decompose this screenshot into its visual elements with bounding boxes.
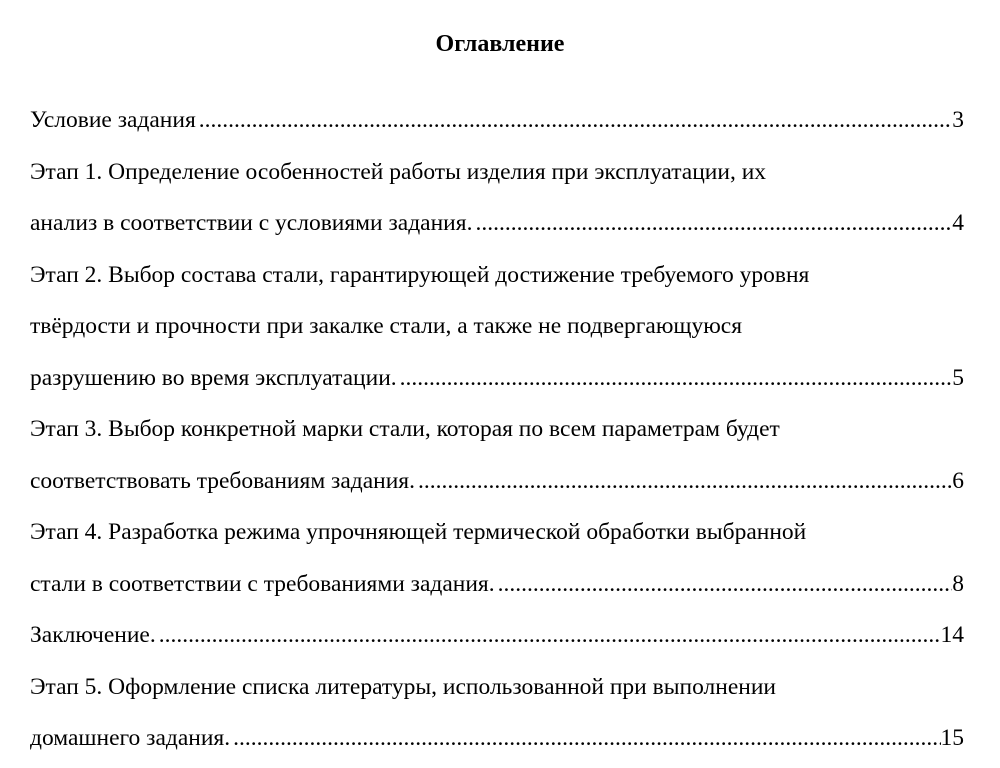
toc-entry-last-line [30,95,964,147]
toc-entry-text: Этап 3. Выбор конкретной марки стали, которая по всем параметрам будет [30,416,780,442]
toc-entry-text: соответствовать требованиям задания. [30,467,415,494]
toc-entry-text: Этап 2. Выбор состава стали, гарантирующей достижение требуемого уровня [30,261,810,288]
toc-page-number: 15 [940,725,964,751]
toc-dot-leader [196,95,952,147]
toc-dot-leader [472,198,952,250]
toc-dot-leader [397,353,953,405]
toc-entry[interactable] [30,147,964,250]
toc-entry-last-line [30,198,964,250]
toc-dot-leader [415,456,952,508]
toc-entry-text: домашнего задания. [30,725,231,751]
toc-entry-text: Этап 5. Оформление списка литературы, использованной при выполнении [30,673,776,700]
toc-entry[interactable] [30,507,964,610]
toc-entry[interactable] [30,95,964,147]
toc-entry-last-line [30,456,964,508]
toc-page-number: 14 [940,622,964,648]
table-of-contents [30,95,964,765]
toc-dot-leader [230,713,940,765]
toc-dot-leader [156,610,941,662]
toc-entry-text: Условие задания [30,107,196,133]
toc-entry[interactable] [30,610,964,662]
toc-entry-text: твёрдости и прочности при закалке стали, а также не подвергающуюся [30,313,743,339]
toc-entry-last-line [30,713,964,765]
toc-entry-last-line [30,559,964,611]
toc-entry-text: анализ в соответствии с условиями задания. [30,210,473,236]
toc-page-number: 8 [952,570,964,597]
toc-page-number: 5 [952,364,964,391]
toc-entry-text: Этап 4. Разработка режима упрочняющей термической обработки выбранной [30,519,807,545]
toc-entry-text: стали в соответствии с требованиями задания. [30,570,495,597]
toc-page-number: 3 [952,107,964,133]
toc-entry-last-line [30,353,964,405]
toc-entry-text: разрушению во время эксплуатации. [30,364,397,391]
toc-entry-text: Этап 1. Определение особенностей работы изделия при эксплуатации, их [30,158,767,185]
toc-title: Оглавление [435,31,565,57]
toc-page-number: 6 [952,467,964,494]
toc-entry[interactable] [30,250,964,405]
toc-entry-last-line [30,610,964,662]
toc-entry-text: Заключение. [30,622,156,648]
toc-entry[interactable] [30,662,964,765]
toc-entry[interactable] [30,404,964,507]
toc-dot-leader [495,559,953,611]
toc-page-number: 4 [952,210,964,236]
